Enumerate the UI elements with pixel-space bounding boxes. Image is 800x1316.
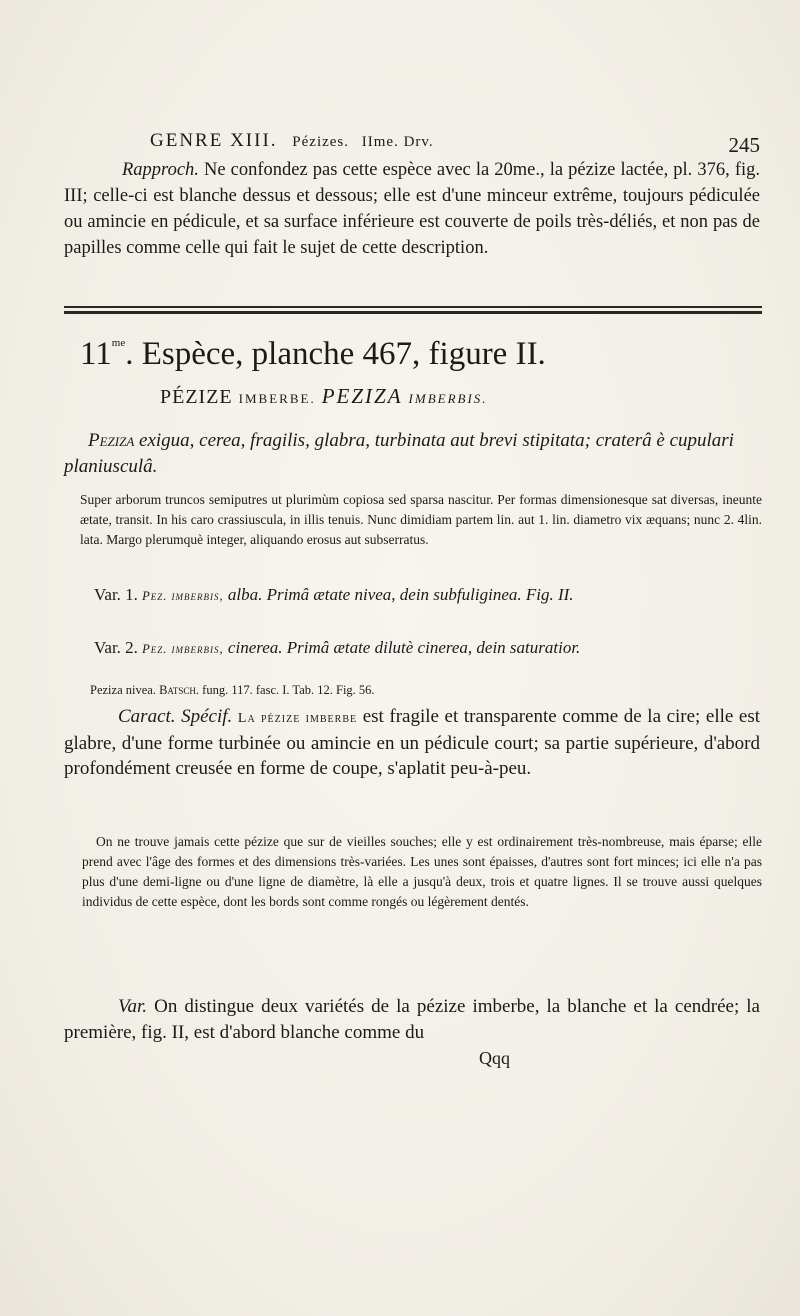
french-note — [82, 832, 762, 912]
header-division: IIme. Drv. — [361, 134, 434, 150]
latin-description-text: Super arborum truncos semiputres ut plurimùm copiosa sed sparsa nascitur. Per formas dimensionesque sat diversas, ineunte ætate, transit. In his caro crassiuscula, in illis tenuis. Nunc dimidiam partem lin. aut 1. lin. diametro vix æquans; nunc 2. 4lin. lata. Margo plerumquè integer, aliquando erosus aut subserratus. — [80, 492, 762, 547]
caract-name: La pézize imberbe — [237, 711, 358, 726]
species-number-sup: me — [111, 337, 126, 349]
variety-latin-2 — [94, 636, 760, 661]
variety-french-paragraph — [64, 994, 760, 1046]
reference-text: fung. 117. fasc. I. Tab. 12. Fig. 56. — [202, 683, 375, 697]
la-genus: PEZIZA — [321, 384, 403, 408]
variety-2-text: cinerea. Primâ ætate dilutè cinerea, dein saturatior. — [227, 638, 581, 657]
var-fr-label: Var. — [118, 996, 148, 1017]
diagnosis-genus: Peziza — [88, 430, 135, 451]
diagnosis-text: exigua, cerea, fragilis, glabra, turbinata aut brevi stipitata; craterâ è cupulari planiusculâ. — [64, 430, 734, 477]
latin-description — [80, 490, 762, 550]
variety-1-prefix: Var. 1. — [94, 585, 138, 604]
species-heading-text: . Espèce, planche 467, figure II. — [125, 336, 546, 372]
variety-1-name: Pez. imberbis, — [142, 589, 224, 603]
variety-latin-1 — [94, 583, 760, 608]
species-number: 11 — [80, 336, 112, 372]
rapproch-label: Rapproch. — [122, 160, 199, 180]
latin-diagnosis — [64, 428, 760, 480]
caract-specif-paragraph — [64, 704, 760, 781]
batsch-reference — [90, 683, 375, 698]
variety-2-name: Pez. imberbis, — [142, 642, 224, 656]
section-rule-thin — [64, 306, 762, 308]
caract-text: est fragile et transparente comme de la cire; elle est glabre, d'une forme turbinée ou amincie en un pédicule court; sa partie supérieure, d'abord profondément creusée en forme de coupe, s'aplatit peu-à-peu. — [64, 706, 761, 779]
french-note-text: On ne trouve jamais cette pézize que sur de vieilles souches; elle y est ordinairement très-nombreuse, mais éparse; elle prend avec l'âge des formes et des dimensions très-variées. Les unes sont épaisses, d'autres sont fort minces; ici elle n'a pas plus d'une demi-ligne ou d'une ligne de diamètre, là elle a jusqu'à deux, trois et quatre lignes. Il se trouve aussi quelques individus de cette espèce, dont les bords sont comme rongés ou légèrement dentés. — [82, 834, 762, 909]
rapproch-text: Ne confondez pas cette espèce avec la 20me., la pézize lactée, pl. 376, fig. III; celle-ci est blanche dessus et dessous; elle est d'une minceur extrême, toujours pédiculée ou amincie en pédicule, et sa surface inférieure est couverte de poils très-déliés, et non pas de papilles comme celle qui fait le sujet de cette description. — [64, 160, 761, 258]
variety-2-prefix: Var. 2. — [94, 638, 138, 657]
reference-author: Batsch. — [159, 683, 200, 697]
header-genre: GENRE XIII. — [150, 130, 278, 151]
species-name-line — [160, 384, 760, 409]
section-rule-thick — [64, 311, 762, 314]
la-species: IMBERBIS. — [408, 391, 488, 406]
running-header — [150, 130, 760, 157]
variety-1-text: alba. Primâ ætate nivea, dein subfuliginea. Fig. II. — [227, 585, 574, 604]
var-fr-text: On distingue deux variétés de la pézize imberbe, la blanche et la cendrée; la première, fig. II, est d'abord blanche comme du — [64, 996, 760, 1043]
fr-genus: PÉZIZE — [160, 386, 233, 408]
species-heading — [80, 336, 760, 373]
page-number: 245 — [728, 133, 760, 157]
reference-species: Peziza nivea. — [90, 683, 156, 697]
header-genus: Pézizes. — [292, 134, 350, 150]
fr-species: IMBERBE. — [238, 391, 316, 406]
caract-label: Caract. Spécif. — [118, 706, 233, 727]
rapproch-paragraph — [64, 157, 760, 261]
signature-mark: Qqq — [479, 1048, 510, 1068]
